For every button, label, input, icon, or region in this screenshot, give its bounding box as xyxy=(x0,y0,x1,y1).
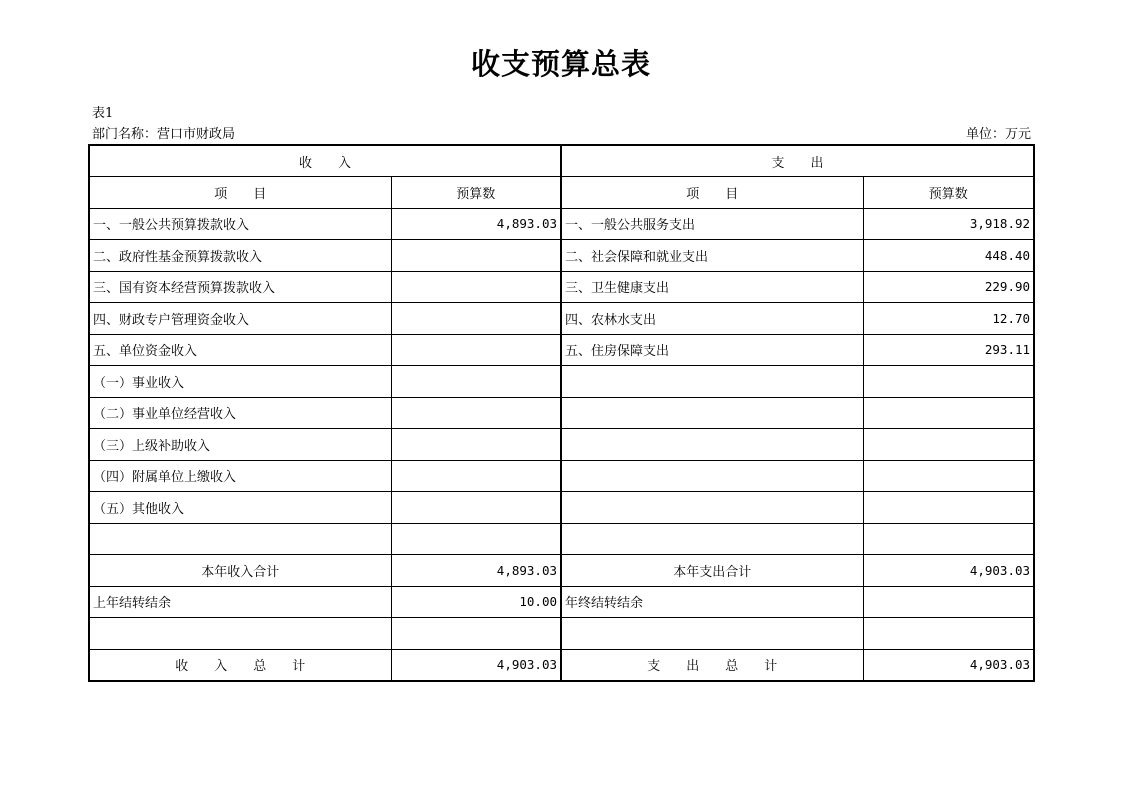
year-total-row xyxy=(89,555,1034,587)
expense-item xyxy=(561,492,863,524)
expense-item: 一、一般公共服务支出 xyxy=(561,208,863,240)
expense-budget-header: 预算数 xyxy=(863,177,1034,209)
year-income-total-value: 4,893.03 xyxy=(391,555,561,587)
income-item: （二）事业单位经营收入 xyxy=(89,397,391,429)
expense-value: 448.40 xyxy=(863,240,1034,272)
table-row xyxy=(89,271,1034,303)
income-value xyxy=(391,303,561,335)
income-item: 五、单位资金收入 xyxy=(89,334,391,366)
income-value xyxy=(391,271,561,303)
expense-value: 229.90 xyxy=(863,271,1034,303)
expense-item xyxy=(561,366,863,398)
expense-grand-total-label: 支 出 总 计 xyxy=(561,649,863,681)
expense-item: 五、住房保障支出 xyxy=(561,334,863,366)
table-row xyxy=(89,429,1034,461)
table-number: 表1 xyxy=(92,106,114,121)
expense-section-header: 支 出 xyxy=(561,145,1034,177)
blank-cell xyxy=(863,618,1034,650)
income-item xyxy=(89,523,391,555)
department-name: 部门名称：营口市财政局 xyxy=(92,127,236,142)
expense-value xyxy=(863,429,1034,461)
table-row xyxy=(89,523,1034,555)
income-grand-total-value: 4,903.03 xyxy=(391,649,561,681)
carry-over-row xyxy=(89,586,1034,618)
year-income-total-label: 本年收入合计 xyxy=(89,555,391,587)
income-budget-header: 预算数 xyxy=(391,177,561,209)
expense-item xyxy=(561,397,863,429)
year-end-carry-value xyxy=(863,586,1034,618)
section-header-row xyxy=(89,145,1034,177)
income-value xyxy=(391,492,561,524)
prior-year-carry-label: 上年结转结余 xyxy=(89,586,391,618)
expense-item-header: 项 目 xyxy=(561,177,863,209)
income-item: （四）附属单位上缴收入 xyxy=(89,460,391,492)
income-value xyxy=(391,397,561,429)
expense-value xyxy=(863,397,1034,429)
prior-year-carry-value: 10.00 xyxy=(391,586,561,618)
table-row xyxy=(89,240,1034,272)
income-item: 三、国有资本经营预算拨款收入 xyxy=(89,271,391,303)
budget-table xyxy=(88,144,1035,682)
expense-value xyxy=(863,492,1034,524)
income-section-header: 收 入 xyxy=(89,145,561,177)
expense-item: 三、卫生健康支出 xyxy=(561,271,863,303)
table-row xyxy=(89,460,1034,492)
page-title: 收支预算总表 xyxy=(470,47,651,81)
expense-value: 293.11 xyxy=(863,334,1034,366)
blank-cell xyxy=(391,618,561,650)
income-value xyxy=(391,460,561,492)
table-row xyxy=(89,303,1034,335)
grand-total-row xyxy=(89,649,1034,681)
table-row xyxy=(89,334,1034,366)
income-item: 四、财政专户管理资金收入 xyxy=(89,303,391,335)
income-item: （五）其他收入 xyxy=(89,492,391,524)
income-item-header: 项 目 xyxy=(89,177,391,209)
table-row xyxy=(89,366,1034,398)
expense-grand-total-value: 4,903.03 xyxy=(863,649,1034,681)
year-expense-total-label: 本年支出合计 xyxy=(561,555,863,587)
income-value: 4,893.03 xyxy=(391,208,561,240)
table-row xyxy=(89,208,1034,240)
income-item: 一、一般公共预算拨款收入 xyxy=(89,208,391,240)
year-expense-total-value: 4,903.03 xyxy=(863,555,1034,587)
expense-item xyxy=(561,460,863,492)
table-row xyxy=(89,397,1034,429)
year-end-carry-label: 年终结转结余 xyxy=(561,586,863,618)
income-value xyxy=(391,240,561,272)
expense-item: 二、社会保障和就业支出 xyxy=(561,240,863,272)
unit-label: 单位：万元 xyxy=(965,127,1031,142)
column-header-row xyxy=(89,177,1034,209)
expense-value xyxy=(863,366,1034,398)
expense-item: 四、农林水支出 xyxy=(561,303,863,335)
income-item: 二、政府性基金预算拨款收入 xyxy=(89,240,391,272)
expense-item xyxy=(561,429,863,461)
income-item: （三）上级补助收入 xyxy=(89,429,391,461)
blank-cell xyxy=(89,618,391,650)
table-row xyxy=(89,618,1034,650)
income-value xyxy=(391,429,561,461)
expense-value: 12.70 xyxy=(863,303,1034,335)
income-value xyxy=(391,366,561,398)
expense-value: 3,918.92 xyxy=(863,208,1034,240)
income-value xyxy=(391,523,561,555)
expense-item xyxy=(561,523,863,555)
blank-cell xyxy=(561,618,863,650)
income-grand-total-label: 收 入 总 计 xyxy=(89,649,391,681)
expense-value xyxy=(863,523,1034,555)
table-row xyxy=(89,492,1034,524)
expense-value xyxy=(863,460,1034,492)
income-value xyxy=(391,334,561,366)
income-item: （一）事业收入 xyxy=(89,366,391,398)
